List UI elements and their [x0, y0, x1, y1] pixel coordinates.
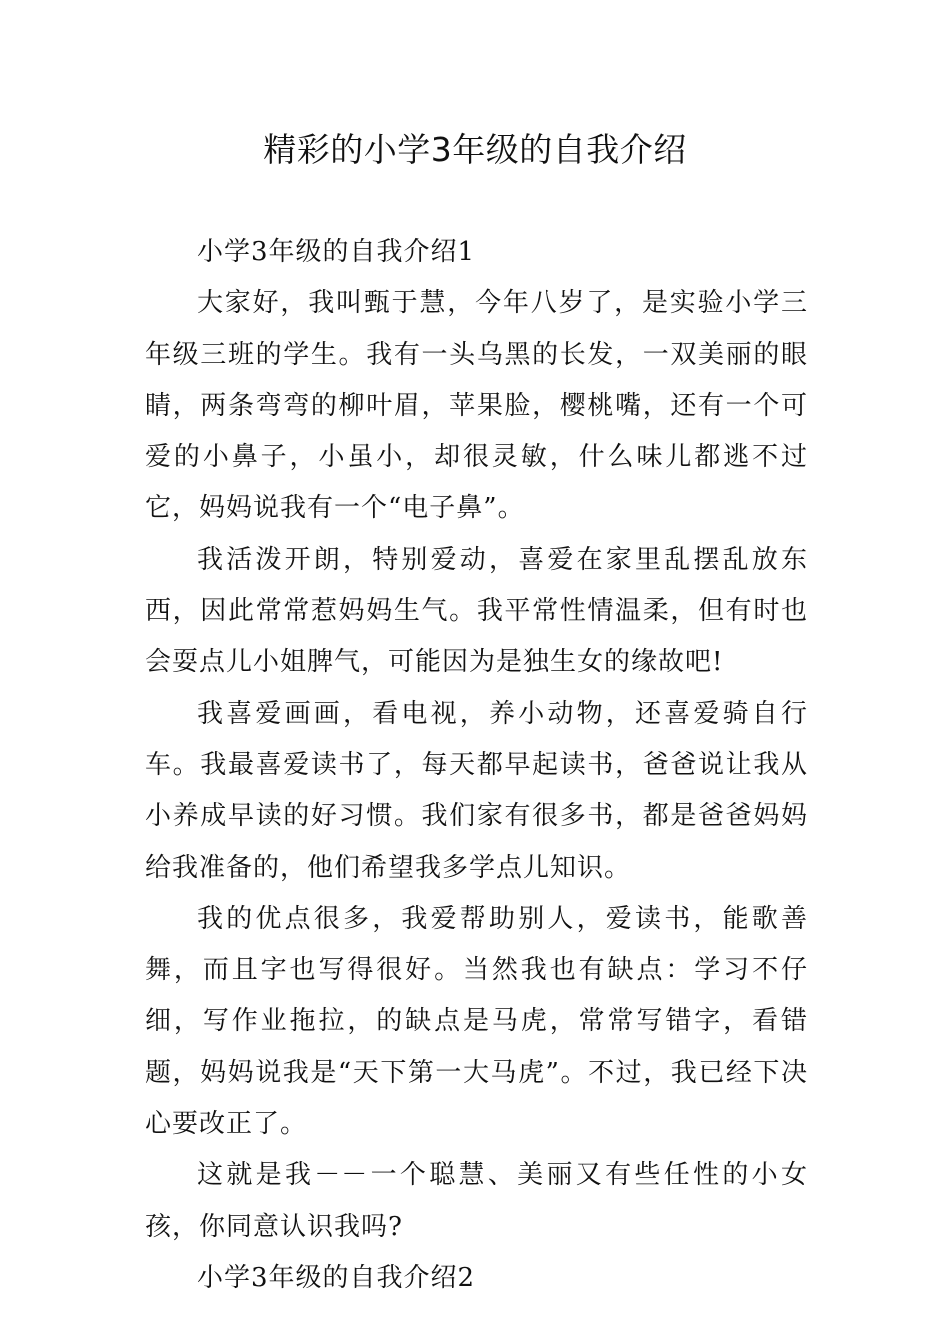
document-title: 精彩的小学3年级的自我介绍: [263, 130, 687, 169]
document-body: [145, 227, 808, 1304]
paragraph-2: 我活泼开朗，特别爱动，喜爱在家里乱摆乱放东西，因此常常惹妈妈生气。我平常性情温柔，但有时也会耍点儿小姐脾气，可能因为是独生女的缘故吧!: [145, 544, 808, 678]
paragraph-5: 这就是我－－一个聪慧、美丽又有些任性的小女孩，你同意认识我吗?: [145, 1160, 808, 1242]
paragraph-3: 我喜爱画画，看电视，养小动物，还喜爱骑自行车。我最喜爱读书了，每天都早起读书，爸爸说让我从小养成早读的好习惯。我们家有很多书，都是爸爸妈妈给我准备的，他们希望我多学点儿知识。: [145, 698, 808, 883]
paragraph-4: 我的优点很多，我爱帮助别人，爱读书，能歌善舞，而且字也写得很好。当然我也有缺点：学习不仔细，写作业拖拉，的缺点是马虎，常常写错字，看错题，妈妈说我是“天下第一大马虎”。不过，我已经下决心要改正了。: [145, 903, 808, 1140]
section-heading-2: 小学3年级的自我介绍2: [197, 1262, 476, 1293]
paragraph-1: 大家好，我叫甄于慧，今年八岁了，是实验小学三年级三班的学生。我有一头乌黑的长发，一双美丽的眼睛，两条弯弯的柳叶眉，苹果脸，樱桃嘴，还有一个可爱的小鼻子，小虽小，却很灵敏，什么味儿都逃不过它，妈妈说我有一个“电子鼻”。: [145, 288, 808, 524]
section-heading-1: 小学3年级的自我介绍1: [197, 237, 476, 267]
